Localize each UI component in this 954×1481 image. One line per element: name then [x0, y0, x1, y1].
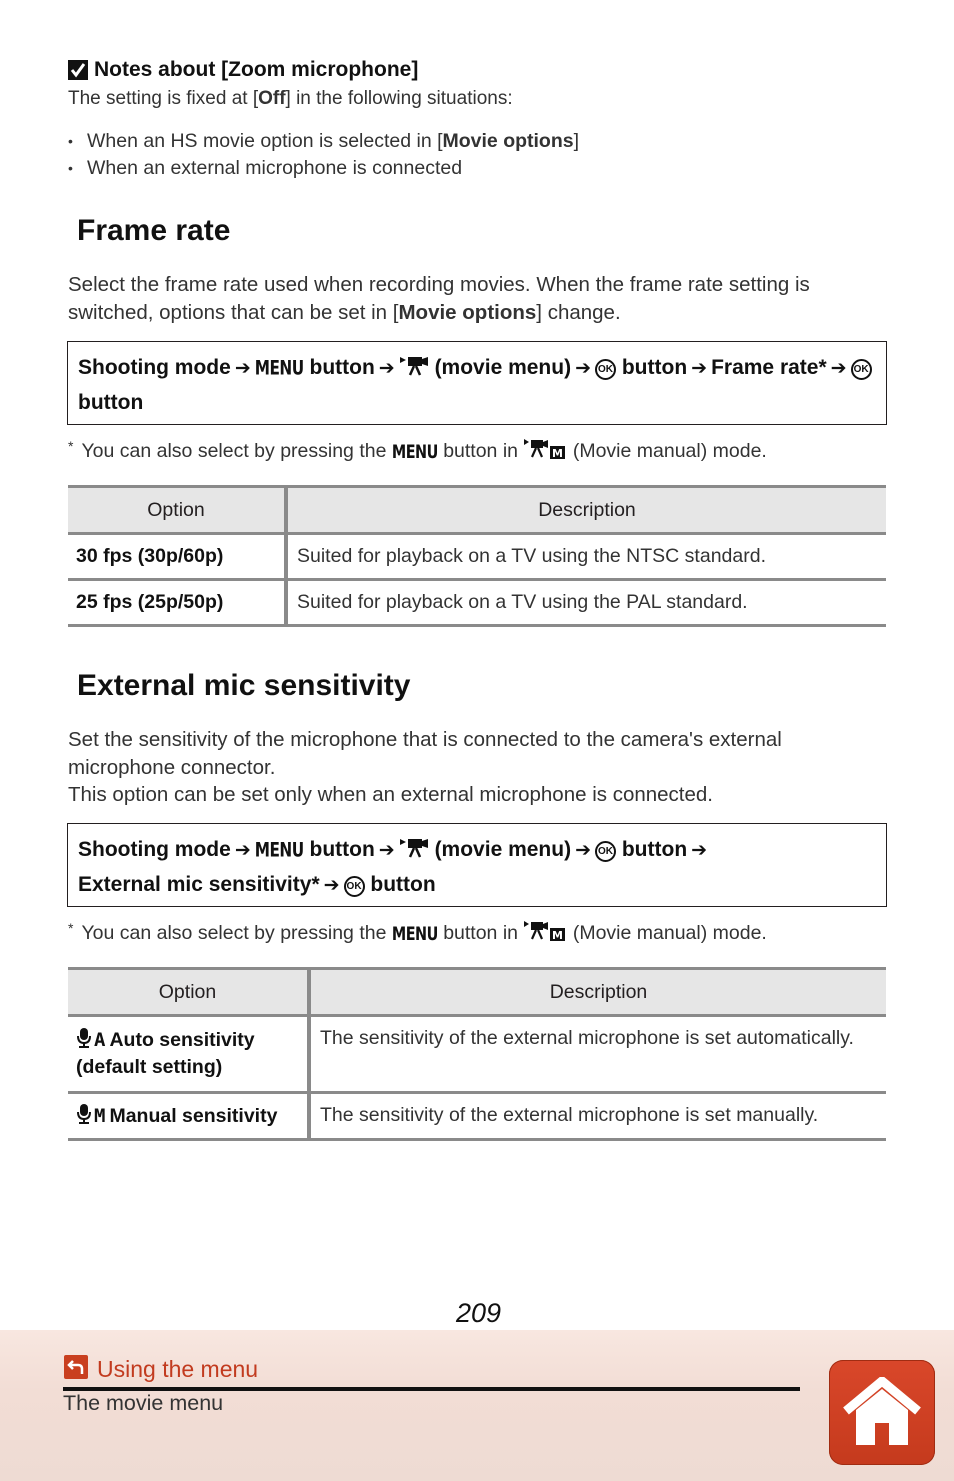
arrow-right-icon: ➔: [575, 358, 592, 379]
procedure-box-external-mic: [67, 823, 887, 907]
frame-rate-description: [68, 271, 868, 327]
movie-manual-icon: [523, 920, 567, 942]
microphone-icon: [76, 1028, 92, 1048]
check-icon: [68, 60, 88, 80]
arrow-right-icon: ➔: [691, 840, 708, 861]
bullet-bold: Movie options: [442, 130, 574, 152]
para-text: Select the frame rate used when recording movies. When the frame rate setting is switched, options that can be set in [: [68, 273, 810, 324]
section-heading-external-mic: External mic sensitivity: [77, 669, 411, 702]
table-cell-option: [68, 1093, 309, 1140]
svg-text:M: M: [552, 447, 564, 460]
frame-rate-table: [68, 485, 886, 627]
table-cell-option: 30 fps (30p/60p): [68, 534, 286, 580]
proc-movie-menu: (movie menu): [434, 356, 572, 379]
arrow-right-icon: ➔: [234, 358, 251, 379]
table-cell-option: [68, 1016, 309, 1093]
footnote-text: (Movie manual) mode.: [572, 922, 767, 944]
external-mic-table: [68, 967, 886, 1141]
footnote-star: *: [68, 920, 74, 936]
table-header-option: Option: [68, 969, 309, 1016]
arrow-right-icon: ➔: [378, 840, 395, 861]
proc-movie-menu: (movie menu): [434, 838, 572, 861]
footnote-text: You can also select by pressing the: [81, 922, 387, 944]
proc-button-text: button: [621, 356, 688, 379]
table-cell-description: Suited for playback on a TV using the NTSC standard.: [286, 534, 886, 580]
movie-menu-icon: [399, 838, 429, 858]
table-cell-description: Suited for playback on a TV using the PAL standard.: [286, 580, 886, 626]
manual-mode-letter: M: [94, 1105, 106, 1127]
ok-icon: OK: [851, 359, 872, 380]
ok-icon: OK: [595, 359, 616, 380]
note-text-bold: Off: [258, 88, 286, 109]
footnote-star: *: [68, 438, 74, 454]
proc-item: External mic sensitivity*: [78, 873, 320, 896]
proc-button-text: button: [370, 873, 436, 896]
menu-icon: MENU: [254, 839, 304, 863]
footer-subtitle: The movie menu: [63, 1391, 224, 1415]
arrow-right-icon: ➔: [691, 358, 708, 379]
para-bold: Movie options: [398, 301, 537, 324]
option-label: Manual sensitivity: [109, 1105, 278, 1127]
menu-icon: MENU: [391, 440, 438, 463]
table-header-description: Description: [309, 969, 886, 1016]
footnote-text: (Movie manual) mode.: [572, 440, 767, 462]
proc-button-text: button: [78, 391, 144, 414]
proc-button-text: button: [309, 356, 375, 379]
ok-icon: OK: [344, 876, 365, 897]
note-text-part: ] in the following situations:: [285, 88, 513, 109]
proc-shooting-mode: Shooting mode: [78, 356, 231, 379]
arrow-right-icon: ➔: [575, 840, 592, 861]
bullet-text: When an external microphone is connected: [87, 157, 463, 179]
arrow-right-icon: ➔: [234, 840, 251, 861]
note-title-text: Notes about [Zoom microphone]: [94, 58, 419, 81]
option-label: Auto sensitivity: [109, 1029, 255, 1051]
footnote-text: button in: [443, 440, 518, 462]
note-text-part: The setting is fixed at [: [68, 88, 259, 109]
home-button[interactable]: [829, 1360, 935, 1465]
list-item: [68, 128, 579, 155]
option-sublabel: (default setting): [76, 1056, 223, 1078]
footnote-text: button in: [443, 922, 518, 944]
footnote-frame-rate: [68, 438, 767, 463]
external-mic-note: This option can be set only when an external microphone is connected.: [68, 783, 713, 806]
external-mic-description: Set the sensitivity of the microphone that is connected to the camera's external microphone connector.: [68, 728, 782, 779]
back-link-using-the-menu[interactable]: Using the menu: [97, 1356, 259, 1382]
list-item: [68, 155, 579, 182]
table-row: [68, 534, 886, 580]
para-text: ] change.: [536, 301, 621, 324]
table-cell-option: 25 fps (25p/50p): [68, 580, 286, 626]
page-number: 209: [456, 1298, 502, 1328]
home-icon: [840, 1377, 924, 1449]
footnote-external-mic: [68, 920, 767, 945]
table-row: [68, 1093, 886, 1140]
section-heading-frame-rate: Frame rate: [77, 214, 231, 247]
table-header-option: Option: [68, 487, 286, 534]
bullet-text: ]: [573, 130, 580, 152]
procedure-box-frame-rate: [67, 341, 887, 425]
footnote-text: You can also select by pressing the: [81, 440, 387, 462]
arrow-right-icon: ➔: [378, 358, 395, 379]
movie-manual-icon: [523, 438, 567, 460]
table-header-row: [68, 487, 886, 534]
microphone-icon: [76, 1104, 92, 1124]
back-icon[interactable]: [64, 1355, 88, 1379]
table-row: [68, 580, 886, 626]
proc-shooting-mode: Shooting mode: [78, 838, 231, 861]
table-cell-description: The sensitivity of the external microphone is set automatically.: [309, 1016, 886, 1093]
note-title: [68, 58, 418, 82]
auto-mode-letter: A: [94, 1029, 106, 1051]
bullet-text: When an HS movie option is selected in [: [87, 130, 443, 152]
menu-icon: MENU: [391, 922, 438, 945]
movie-menu-icon: [399, 356, 429, 376]
arrow-right-icon: ➔: [323, 875, 340, 896]
note-bullets: [68, 128, 579, 182]
menu-icon: MENU: [254, 357, 304, 381]
arrow-right-icon: ➔: [830, 358, 847, 379]
table-cell-description: The sensitivity of the external microphone is set manually.: [309, 1093, 886, 1140]
table-row: [68, 1016, 886, 1093]
table-header-row: [68, 969, 886, 1016]
proc-button-text: button: [621, 838, 688, 861]
svg-text:M: M: [552, 929, 564, 942]
proc-item: Frame rate*: [711, 356, 827, 379]
proc-button-text: button: [309, 838, 375, 861]
note-text: [68, 88, 513, 110]
table-header-description: Description: [286, 487, 886, 534]
ok-icon: OK: [595, 841, 616, 862]
